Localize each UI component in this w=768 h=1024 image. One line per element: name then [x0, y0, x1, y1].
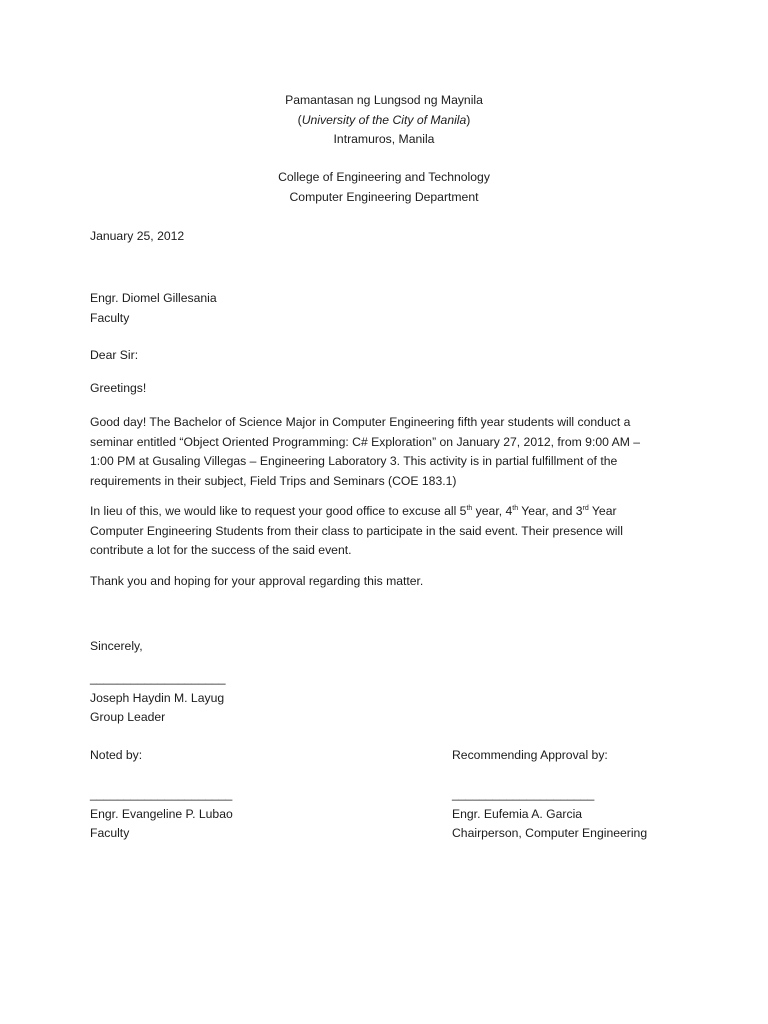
university-location: Intramuros, Manila	[333, 132, 435, 146]
letterhead	[0, 91, 768, 150]
letter-date: January 25, 2012	[90, 229, 185, 243]
recommending-label: Recommending Approval by:	[452, 748, 608, 762]
signature-line: ____________________	[90, 671, 226, 685]
salutation: Dear Sir:	[90, 348, 139, 362]
noted-by-position: Faculty	[90, 826, 130, 840]
recipient-name: Engr. Diomel Gillesania	[90, 291, 217, 305]
college-header	[0, 168, 768, 207]
recommending-signature-line: _____________________	[452, 787, 595, 801]
university-english-name: (University of the City of Manila)	[297, 112, 471, 127]
recommending-position: Chairperson, Computer Engineering	[452, 826, 648, 840]
signatory-block	[90, 669, 226, 728]
noted-by-block	[90, 785, 233, 844]
recipient-block	[90, 289, 217, 328]
recommending-name: Engr. Eufemia A. Garcia	[452, 806, 583, 821]
noted-by-name: Engr. Evangeline P. Lubao	[90, 806, 233, 821]
signatory-position: Group Leader	[90, 710, 166, 724]
recommending-block	[452, 785, 647, 844]
body-paragraph-2: In lieu of this, we would like to request your good office to excuse all 5th year, 4th Year, and 3rd Year Computer Engineering Students from their class to participate in the said event. Their presence will contribute a lot for the success of the said event.	[90, 504, 623, 557]
noted-by-signature-line: _____________________	[90, 787, 233, 801]
greeting: Greetings!	[90, 381, 147, 395]
signatory-name: Joseph Haydin M. Layug	[90, 690, 225, 705]
body-paragraph-1: Good day! The Bachelor of Science Major in Computer Engineering fifth year students will conduct a seminar entitled “Object Oriented Programming: C# Exploration” on January 27, 2012, from 9:00 AM – 1:00 PM at Gusaling Villegas – Engineering Laboratory 3. This activity is in partial fulfillment of the requirements in their subject, Field Trips and Seminars (COE 183.1)	[90, 415, 641, 488]
recipient-position: Faculty	[90, 310, 130, 325]
department-name: Computer Engineering Department	[289, 189, 479, 204]
complimentary-close: Sincerely,	[90, 639, 143, 653]
noted-by-label: Noted by:	[90, 748, 143, 762]
university-name: Pamantasan ng Lungsod ng Maynila	[285, 93, 483, 107]
college-name: College of Engineering and Technology	[278, 170, 490, 184]
closing-thanks: Thank you and hoping for your approval regarding this matter.	[90, 574, 424, 588]
